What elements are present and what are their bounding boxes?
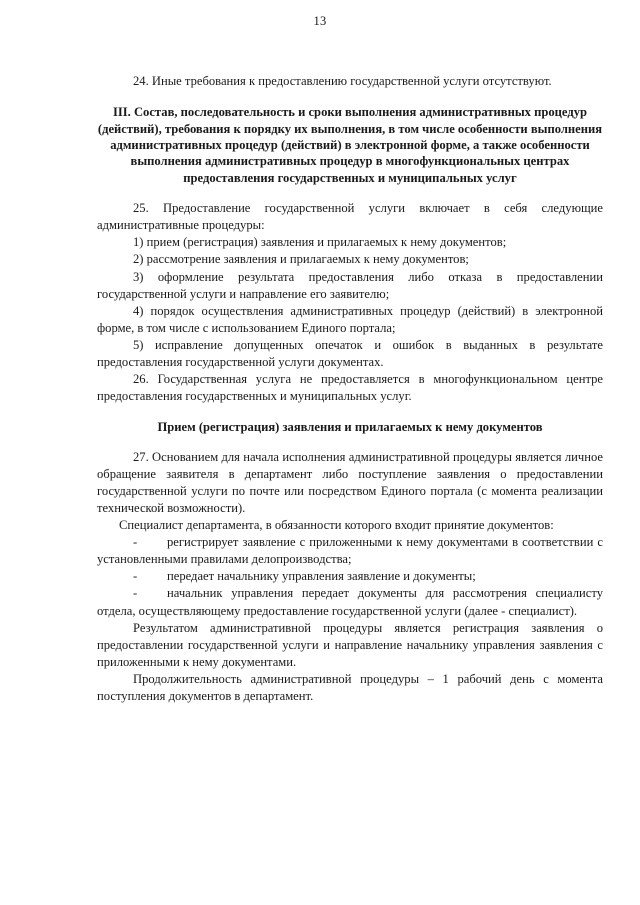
dash-item-text: передает начальнику управления заявление и документы; (167, 569, 476, 584)
dash-marker: - (133, 569, 138, 584)
dash-list-item (97, 585, 603, 619)
list-item: 3) оформление результата предоставления либо отказа в предоставлении государственной услуги и направление его заявителю; (97, 269, 603, 301)
list-item: 4) порядок осуществления административных процедур (действий) в электронной форме, в том числе с использованием Единого портала; (97, 303, 603, 335)
document-body (97, 73, 603, 705)
dash-marker: - (133, 535, 138, 550)
dash-item-text: начальник управления передает документы для рассмотрения специалисту отдела, осуществляющему предоставление государственной услуги (далее - специалист). (97, 586, 603, 618)
paragraph-24: 24. Иные требования к предоставлению государственной услуги отсутствуют. (133, 74, 552, 88)
paragraph-25: 25. Предоставление государственной услуги включает в себя следующие административные процедуры: (97, 201, 603, 233)
list-item: 1) прием (регистрация) заявления и прилагаемых к нему документов; (133, 235, 507, 250)
list-item: 2) рассмотрение заявления и прилагаемых к нему документов; (133, 252, 469, 267)
duration-paragraph: Продолжительность административной процедуры – 1 рабочий день с момента поступления документов в департамент. (97, 671, 603, 703)
result-paragraph: Результатом административной процедуры является регистрация заявления о предоставлении государственной услуги и направление начальнику управления заявления с приложенными к нему документами. (97, 620, 603, 669)
dash-list-item (97, 534, 603, 568)
paragraph-26: 26. Государственная услуга не предоставляется в многофункциональном центре предоставления государственных и муниципальных услуг. (97, 372, 603, 404)
subsection-heading: Прием (регистрация) заявления и прилагаемых к нему документов (157, 420, 543, 435)
paragraph-27: 27. Основанием для начала исполнения административной процедуры является личное обращение заявителя в департамент либо поступление заявления о предоставлении государственной услуги по почте или посредством Единого портала (с момента реализации технической возможности). (97, 449, 603, 515)
dash-list-item (97, 568, 603, 585)
list-item: 5) исправление допущенных опечаток и ошибок в выданных в результате предоставления государственной услуги документах. (97, 337, 603, 369)
section-heading: III. Состав, последовательность и сроки выполнения административных процедур (действий), требования к порядку их выполнения, в том числе особенности выполнения административных процедур (действий) в электронной форме, а также особенности выполнения административных процедур в многофункциональных центрах предоставления государственных и муниципальных услуг (97, 105, 603, 185)
page-number: 13 (313, 14, 327, 28)
specialist-paragraph: Специалист департамента, в обязанности которого входит принятие документов: (119, 518, 554, 533)
dash-item-text: регистрирует заявление с приложенными к нему документами в соответствии с установленными правилами делопроизводства; (97, 535, 603, 567)
dash-marker: - (133, 586, 138, 601)
